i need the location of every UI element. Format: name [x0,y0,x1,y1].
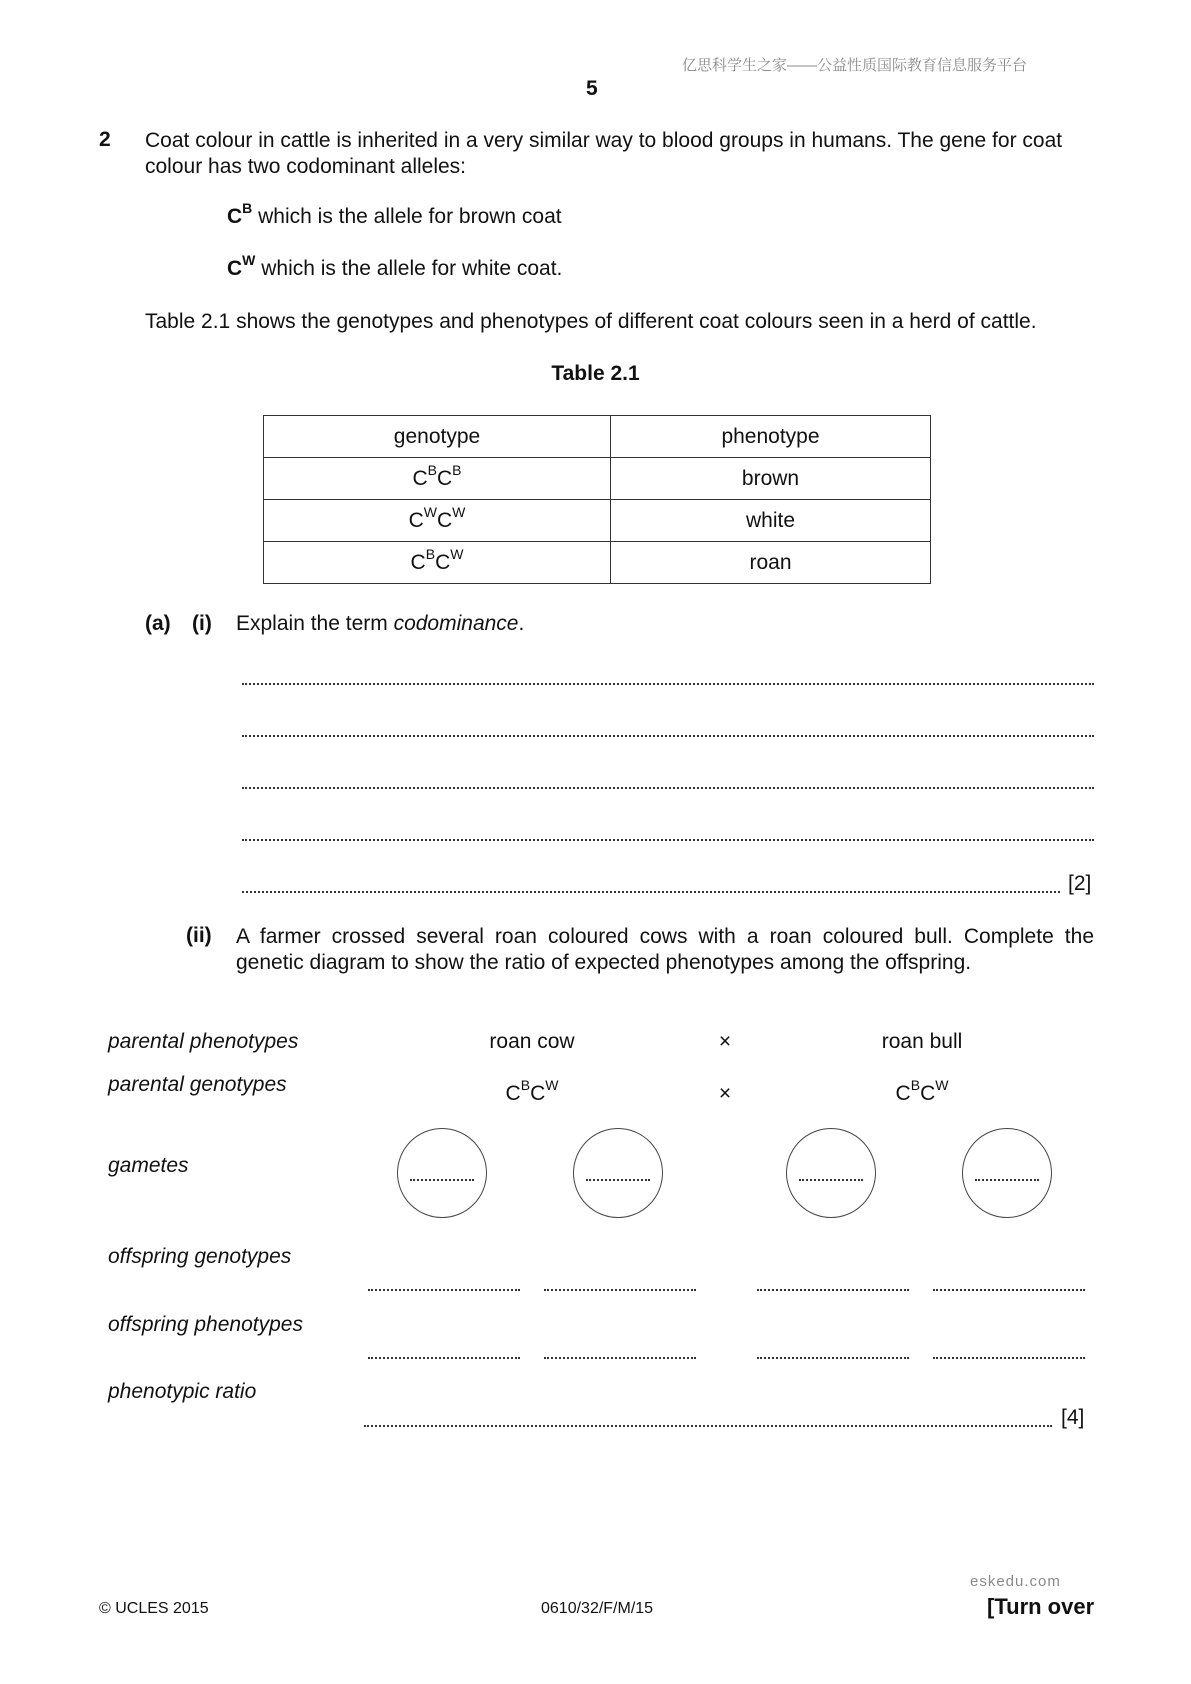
page-number: 5 [586,77,598,100]
question-intro: Coat colour in cattle is inherited in a very similar way to blood groups in humans. The gene for coat colour has two codominant alleles: [145,129,1063,178]
table-row [264,500,931,542]
genotype-cell: $C^BC^B$ [264,458,611,500]
allele-white [227,252,563,281]
left-parent-phenotype: roan cow [489,1030,575,1053]
footer-turn-over: [Turn over [987,1594,1095,1619]
allele-description: which is the allele for brown coat [252,205,562,228]
table-intro: Table 2.1 shows the genotypes and phenotypes of different coat colours seen in a herd of cattle. [145,310,1037,333]
table-header-row [264,416,931,458]
header-genotype: genotype [264,416,611,458]
table-row [264,542,931,584]
phenotypic-ratio-blank[interactable] [364,1425,1052,1427]
table-title: Table 2.1 [551,362,640,385]
part-ii-prompt: A farmer crossed several roan coloured cows with a roan coloured bull. Complete the genetic diagram to show the ratio of expected phenotypes among the offspring. [236,925,1094,974]
part-i-prompt: Explain the term codominance. [236,612,525,635]
genotype-cell: $C^WC^W$ [264,500,611,542]
offspring-phenotype-blank[interactable] [368,1357,520,1359]
cross-symbol: × [718,1030,732,1053]
left-parent-genotype: $C^BC^W$ [505,1077,559,1105]
header-phenotype: phenotype [611,416,931,458]
label-parental-genotypes: parental genotypes [108,1073,287,1096]
allele-symbol: $C^B$ [227,200,253,228]
gamete-circle[interactable] [962,1128,1052,1218]
answer-line[interactable] [242,839,1094,841]
offspring-genotype-blank[interactable] [757,1289,909,1291]
phenotype-cell: white [611,500,931,542]
watermark-bottom: eskedu.com [970,1573,1061,1590]
phenotype-cell: brown [611,458,931,500]
offspring-phenotype-blank[interactable] [544,1357,696,1359]
gamete-circle[interactable] [786,1128,876,1218]
part-ii-label: (ii) [186,924,212,947]
cross-symbol: × [718,1082,732,1105]
right-parent-genotype: $C^BC^W$ [895,1077,949,1105]
offspring-genotype-blank[interactable] [544,1289,696,1291]
table-row [264,458,931,500]
watermark-top: 亿思科学生之家——公益性质国际教育信息服务平台 [682,57,1028,74]
marks-label: [4] [1061,1406,1085,1429]
answer-line[interactable] [242,735,1094,737]
gamete-circle[interactable] [573,1128,663,1218]
offspring-genotype-blank[interactable] [933,1289,1085,1291]
label-offspring-phenotypes: offspring phenotypes [108,1313,303,1336]
part-a-label: (a) [145,612,171,635]
phenotype-cell: roan [611,542,931,584]
answer-line[interactable] [242,891,1060,893]
question-number: 2 [99,128,111,151]
allele-symbol: $C^W$ [227,252,256,280]
allele-description: which is the allele for white coat. [255,257,563,280]
genotype-cell: $C^BC^W$ [264,542,611,584]
part-i-label: (i) [192,612,212,635]
genotype-table [263,415,931,584]
footer-paper-code: 0610/32/F/M/15 [541,1600,654,1617]
allele-brown [227,200,562,229]
answer-line[interactable] [242,683,1094,685]
right-parent-phenotype: roan bull [881,1030,963,1053]
marks-label: [2] [1068,872,1092,895]
offspring-genotype-blank[interactable] [368,1289,520,1291]
footer-copyright: © UCLES 2015 [99,1600,209,1617]
offspring-phenotype-blank[interactable] [933,1357,1085,1359]
label-parental-phenotypes: parental phenotypes [108,1030,299,1053]
label-gametes: gametes [108,1154,189,1177]
offspring-phenotype-blank[interactable] [757,1357,909,1359]
answer-line[interactable] [242,787,1094,789]
label-offspring-genotypes: offspring genotypes [108,1245,292,1268]
gamete-circle[interactable] [397,1128,487,1218]
label-phenotypic-ratio: phenotypic ratio [108,1380,257,1403]
